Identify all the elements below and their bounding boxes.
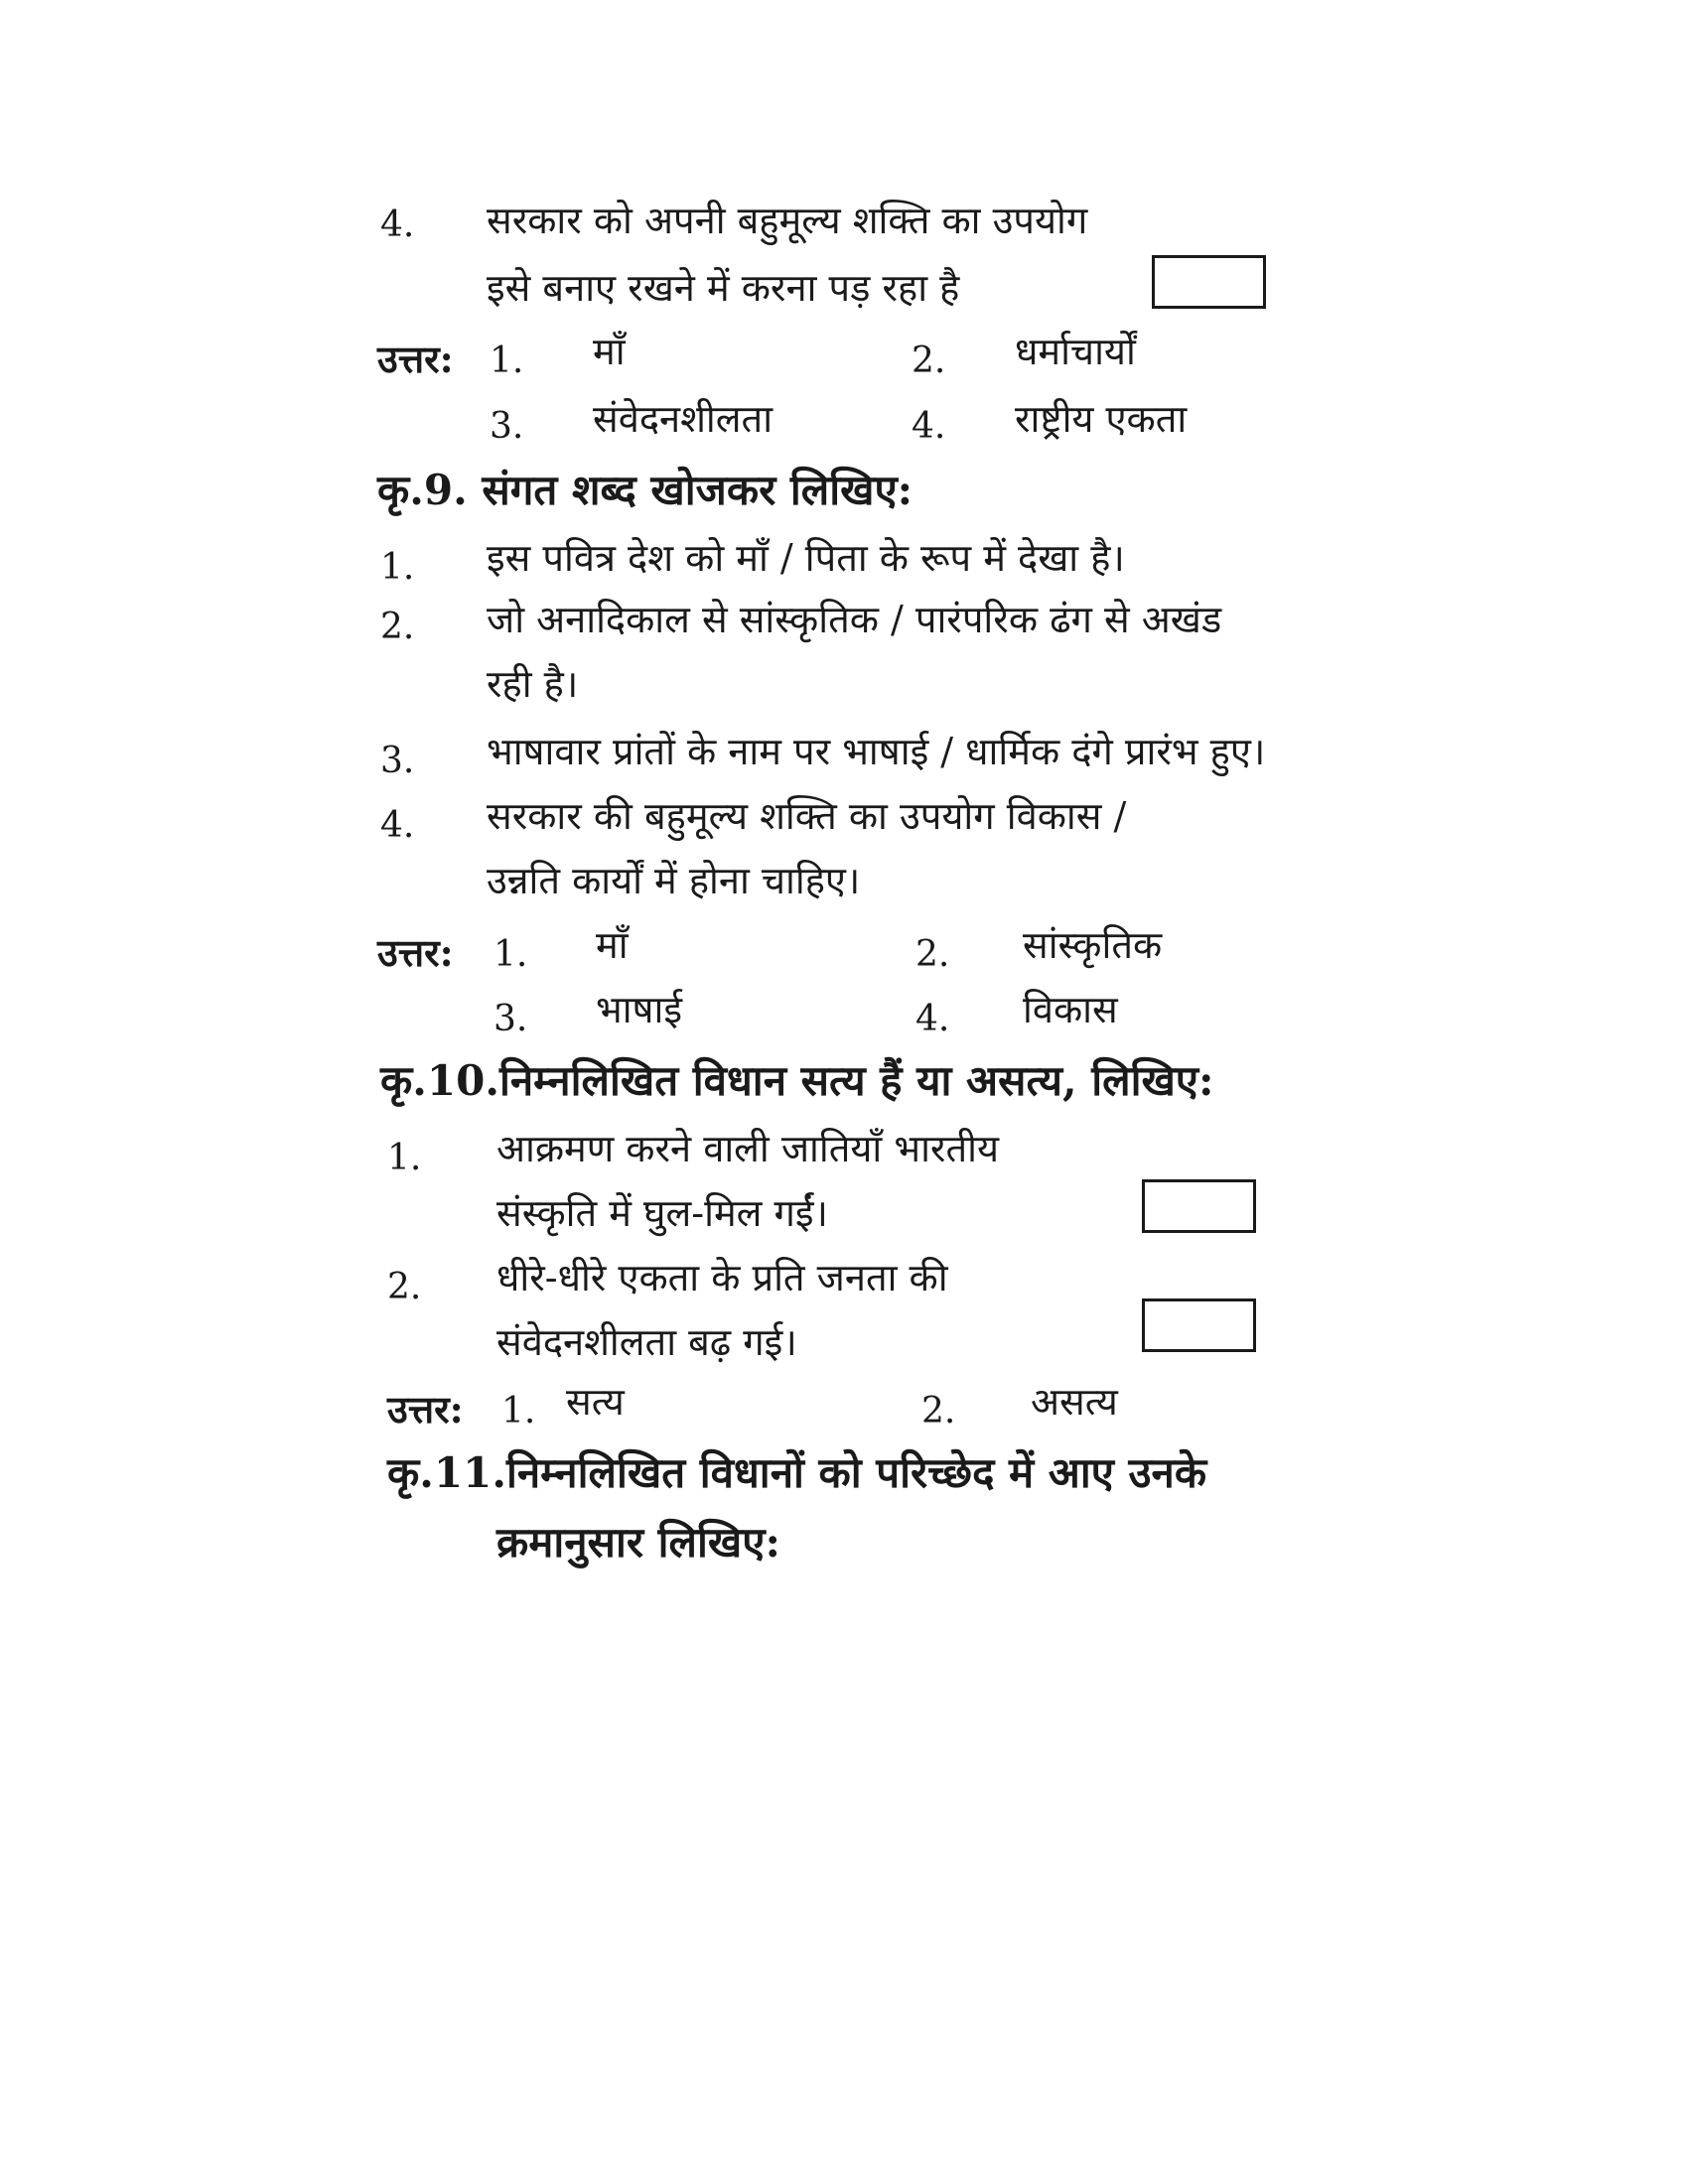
q8-answer-label: उत्तर: xyxy=(377,337,454,381)
q10-answer-1-text: सत्य xyxy=(566,1380,625,1424)
q9-item4-line2: उन्नति कार्यों में होना चाहिए। xyxy=(487,859,861,902)
q9-answer-4-number: 4. xyxy=(915,999,950,1039)
q9-answer-label: उत्तर: xyxy=(377,930,454,975)
q10-item1-line1: आक्रमण करने वाली जातियाँ भारतीय xyxy=(496,1127,999,1170)
q8-answer-1-text: माँ xyxy=(593,330,626,373)
q9-item1-number: 1. xyxy=(380,547,415,588)
q10-item2-line1: धीरे-धीरे एकता के प्रति जनता की xyxy=(496,1256,948,1299)
q9-item2-number: 2. xyxy=(380,607,415,647)
q9-item2-line1: जो अनादिकाल से सांस्कृतिक / पारंपरिक ढंग से अखंड xyxy=(487,598,1222,641)
q8-answer-2-number: 2. xyxy=(912,341,946,381)
q9-answer-4-text: विकास xyxy=(1023,988,1118,1031)
q8-answer-3-number: 3. xyxy=(490,406,524,447)
q10-answer-2-text: असत्य xyxy=(1031,1380,1118,1424)
q10-heading: कृ.10.निम्नलिखित विधान सत्य हैं या असत्य, लिखिए: xyxy=(380,1056,1214,1105)
q9-heading: कृ.9. संगत शब्द खोजकर लिखिए: xyxy=(377,466,914,514)
q10-answer-1-number: 1. xyxy=(501,1391,536,1432)
q9-item4-line1: सरकार की बहुमूल्य शक्ति का उपयोग विकास / xyxy=(487,794,1127,838)
q9-answer-3-number: 3. xyxy=(493,999,528,1039)
q10-item1-line2: संस्कृति में घुल-मिल गईं। xyxy=(496,1191,828,1235)
q9-item2-line2: रही है। xyxy=(487,662,579,706)
q10-item1-number: 1. xyxy=(387,1138,422,1178)
q8-answer-4-number: 4. xyxy=(912,406,946,447)
q11-heading-line2: क्रमानुसार लिखिए: xyxy=(496,1518,780,1567)
q9-item3-line1: भाषावार प्रांतों के नाम पर भाषाई / धार्मिक दंगे प्रारंभ हुए। xyxy=(487,730,1266,773)
q8-item4-line2: इसे बनाए रखने में करना पड़ रहा है xyxy=(487,266,960,310)
q10-answer-2-number: 2. xyxy=(921,1391,956,1432)
q8-answer-2-text: धर्माचार्यों xyxy=(1015,330,1136,373)
q8-answer-1-number: 1. xyxy=(490,341,524,381)
q10-answer-label: उत्तर: xyxy=(387,1387,464,1432)
q11-heading-line1: कृ.11.निम्नलिखित विधानों को परिच्छेद में आए उनके xyxy=(387,1448,1207,1497)
q8-answer-3-text: संवेदनशीलता xyxy=(593,397,774,441)
q10-item2-line2: संवेदनशीलता बढ़ गई। xyxy=(496,1320,797,1364)
q8-item4-number: 4. xyxy=(380,205,415,245)
q9-answer-1-text: माँ xyxy=(596,923,629,967)
q8-item4-answer-box[interactable] xyxy=(1152,255,1266,309)
q9-answer-2-number: 2. xyxy=(915,934,950,975)
q8-answer-4-text: राष्ट्रीय एकता xyxy=(1015,397,1188,441)
q9-item3-number: 3. xyxy=(380,741,415,781)
q9-answer-1-number: 1. xyxy=(493,934,528,975)
q9-item1-line1: इस पवित्र देश को माँ / पिता के रूप में देखा है। xyxy=(487,536,1125,580)
q8-item4-line1: सरकार को अपनी बहुमूल्य शक्ति का उपयोग xyxy=(487,199,1088,242)
q10-item2-number: 2. xyxy=(387,1267,422,1307)
q9-item4-number: 4. xyxy=(380,805,415,846)
q9-answer-2-text: सांस्कृतिक xyxy=(1023,923,1163,967)
q10-item1-answer-box[interactable] xyxy=(1142,1179,1256,1233)
q9-answer-3-text: भाषाई xyxy=(596,988,683,1031)
q10-item2-answer-box[interactable] xyxy=(1142,1298,1256,1352)
